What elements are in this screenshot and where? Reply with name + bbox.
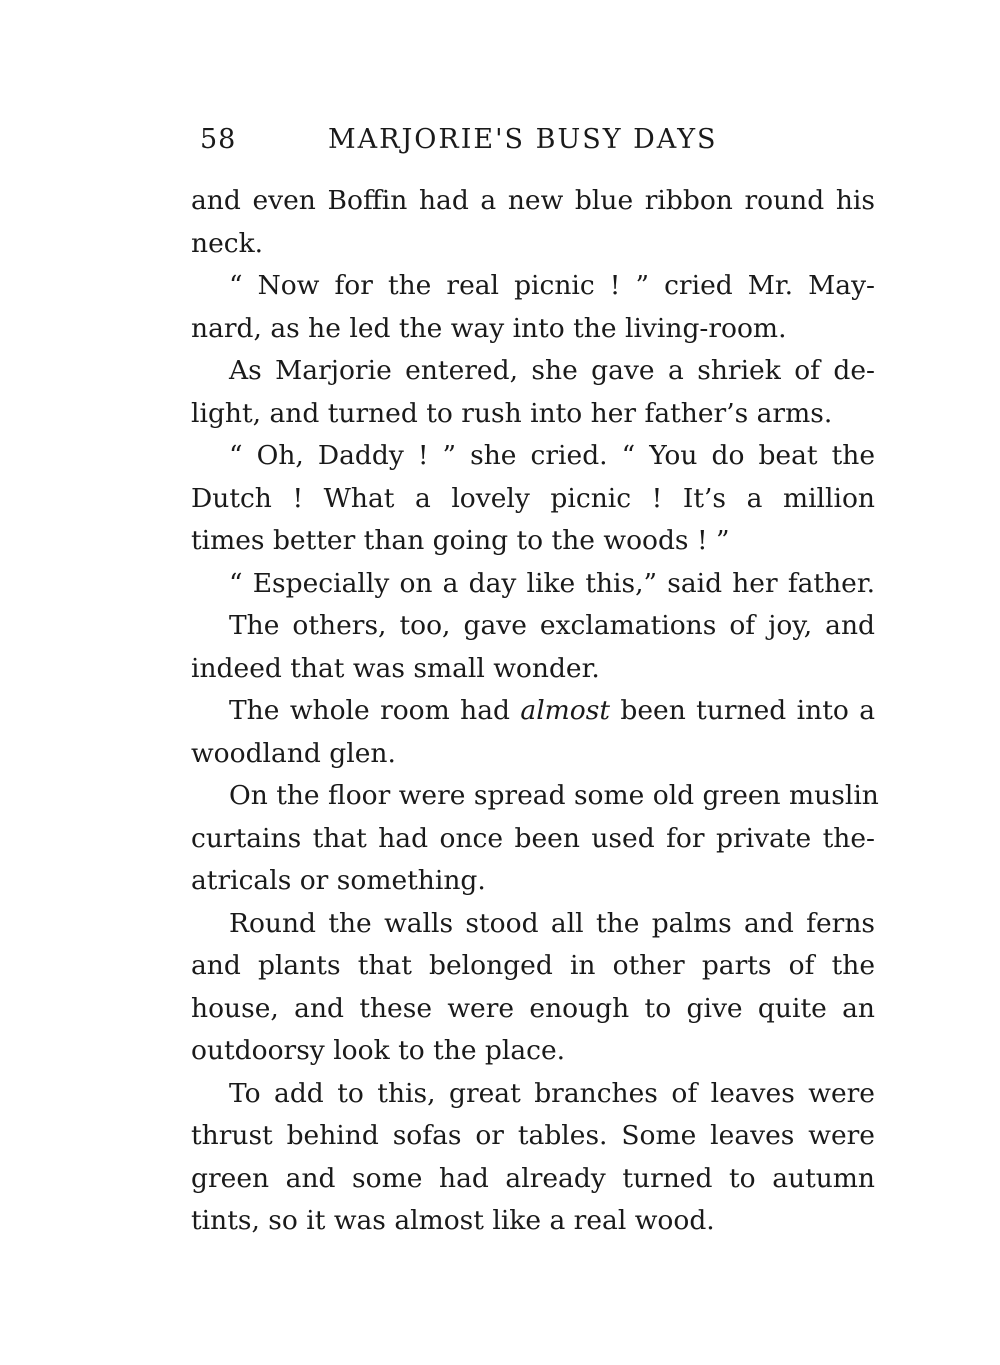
body-text bbox=[191, 180, 879, 1243]
running-title: MARJORIE'S BUSY DAYS bbox=[328, 124, 718, 155]
text-line: nard, as he led the way into the living-room. bbox=[191, 312, 787, 344]
text-line: To add to this, great branches of leaves were bbox=[229, 1077, 875, 1109]
page-number: 58 bbox=[200, 124, 237, 155]
text-line: neck. bbox=[191, 227, 264, 259]
text-line: house, and these were enough to give quite an bbox=[191, 992, 875, 1024]
text-line: thrust behind sofas or tables. Some leaves were bbox=[191, 1120, 875, 1151]
text-line: “ Oh, Daddy ! ” she cried. “ You do beat the bbox=[229, 440, 875, 471]
text-line: tints, so it was almost like a real wood. bbox=[191, 1205, 715, 1236]
text-line: and plants that belonged in other parts of the bbox=[191, 950, 875, 981]
text-line: green and some had already turned to autumn bbox=[191, 1162, 875, 1194]
text-line: curtains that had once been used for private the- bbox=[191, 822, 875, 854]
text-line: indeed that was small wonder. bbox=[191, 652, 600, 684]
italic-word: almost bbox=[520, 695, 610, 726]
text-line: “ Now for the real picnic ! ” cried Mr. May- bbox=[229, 270, 875, 301]
text-line: On the floor were spread some old green muslin bbox=[229, 780, 879, 811]
text-line: times better than going to the woods ! ” bbox=[191, 525, 730, 556]
text-line: The others, too, gave exclamations of joy, and bbox=[229, 610, 875, 641]
text-line bbox=[191, 690, 875, 733]
text-line-end: been turned into a bbox=[610, 695, 875, 726]
text-line: light, and turned to rush into her father’s arms. bbox=[191, 397, 833, 429]
text-line: “ Especially on a day like this,” said her father. bbox=[229, 567, 875, 599]
text-line: Dutch ! What a lovely picnic ! It’s a million bbox=[191, 482, 875, 514]
text-line: As Marjorie entered, she gave a shriek of de- bbox=[229, 355, 875, 386]
text-line: woodland glen. bbox=[191, 737, 396, 769]
text-line: outdoorsy look to the place. bbox=[191, 1035, 566, 1066]
text-line: atricals or something. bbox=[191, 865, 486, 896]
text-line: and even Boffin had a new blue ribbon round his bbox=[191, 185, 875, 216]
text-line-start: The whole room had bbox=[229, 695, 521, 726]
text-line: Round the walls stood all the palms and ferns bbox=[229, 907, 875, 939]
running-head bbox=[200, 124, 880, 160]
